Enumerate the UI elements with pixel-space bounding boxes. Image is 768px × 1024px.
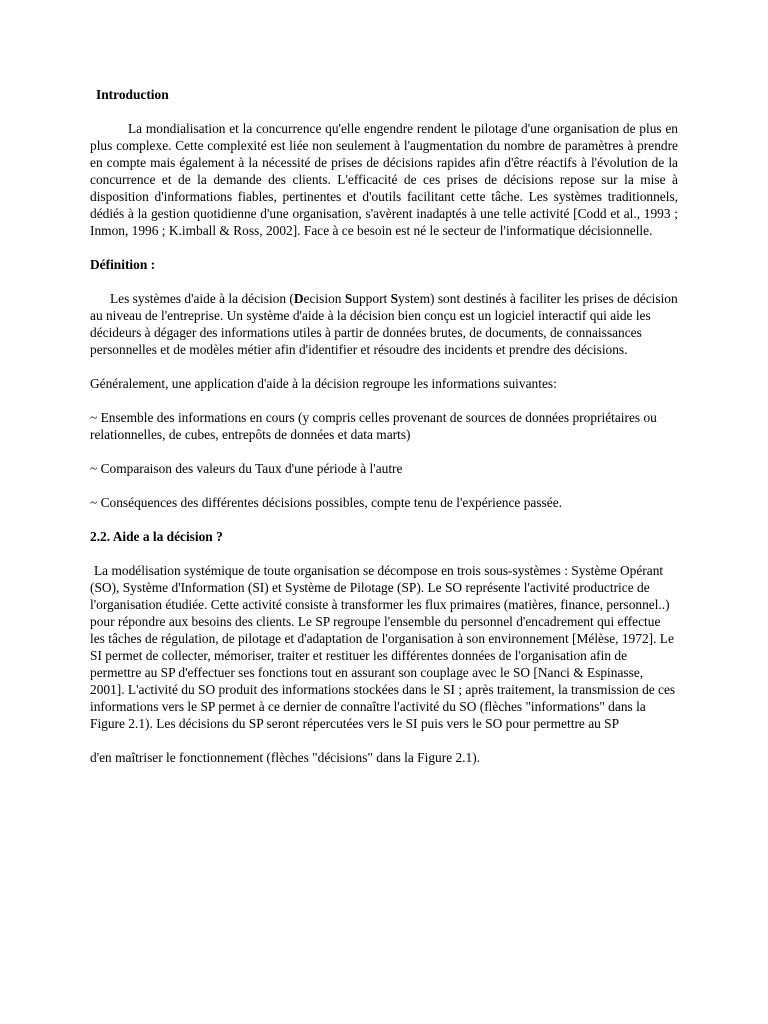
definition-heading: Définition :: [90, 257, 156, 272]
dss-word-support: upport: [352, 291, 391, 306]
dss-letter-s2: S: [390, 291, 399, 306]
definition-rest: ystem) sont destinés à faciliter les prises de décision au niveau de l'entreprise. Un système d'aide à la décision bien conçu est un logiciel interactif qui aide les décideurs à dégager des informations utiles à partir de données brutes, de documents, de connaissances personnelles et de modèles métier afin d'identifier et résoudre des incidents et prendre des décisions.: [90, 291, 678, 357]
dss-word-decision: ecision: [303, 291, 345, 306]
definition-paragraph: [90, 290, 678, 358]
document-page: [90, 86, 678, 766]
aide-decision-closing: d'en maîtriser le fonctionnement (flèches "décisions" dans la Figure 2.1).: [90, 750, 481, 765]
definition-lead: Les systèmes d'aide à la décision (: [110, 291, 294, 306]
list-item: ~ Comparaison des valeurs du Taux d'une période à l'autre: [90, 461, 403, 476]
generalement-paragraph: Généralement, une application d'aide à la décision regroupe les informations suivantes:: [90, 376, 557, 391]
introduction-heading: Introduction: [96, 87, 169, 102]
aide-decision-paragraph: La modélisation systémique de toute organisation se décompose en trois sous-systèmes : Système Opérant (SO), Système d'Information (SI) et Système de Pilotage (SP). Le SO représente l'activité productrice de l'organisation étudiée. Cette activité consiste à transformer les flux primaires (matières, finance, personnel..) pour répondre aux besoins des clients. Le SP regroupe l'ensemble du personnel d'encadrement qui effectue les tâches de régulation, de pilotage et d'adaptation de l'organisation à son environnement [Mélèse, 1972]. Le SI permet de collecter, mémoriser, traiter et restituer les différentes données de l'organisation afin de permettre au SP d'effectuer ses fonctions tout en assurant son couplage avec le SO [Nanci & Espinasse, 2001]. L'activité du SO produit des informations stockées dans le SI ; après traitement, la transmission de ces informations vers le SP permet à ce dernier de connaître l'activité du SO (flèches "informations" dans la Figure 2.1). Les décisions du SP seront répercutées vers le SI puis vers le SO pour permettre au SP: [90, 563, 676, 731]
dss-letter-s1: S: [344, 291, 353, 306]
dss-letter-d: D: [293, 291, 304, 306]
list-item: ~ Ensemble des informations en cours (y compris celles provenant de sources de données propriétaires ou relationnelles, de cubes, entrepôts de données et data marts): [90, 410, 657, 442]
list-item: ~ Conséquences des différentes décisions possibles, compte tenu de l'expérience passée.: [90, 495, 562, 510]
introduction-paragraph: La mondialisation et la concurrence qu'elle engendre rendent le pilotage d'une organisation de plus en plus complexe. Cette complexité est liée non seulement à l'augmentation du nombre de paramètres à prendre en compte mais également à la nécessité de prises de décisions rapides afin d'être réactifs à l'évolution de la concurrence et de la demande des clients. L'efficacité de ces prises de décisions repose sur la mise à disposition d'informations fiables, pertinentes et d'outils facilitant cette tâche. Les systèmes traditionnels, dédiés à la gestion quotidienne d'une organisation, s'avèrent inadaptés à une telle activité [Codd et al., 1993 ; Inmon, 1996 ; K.imball & Ross, 2002]. Face à ce besoin est né le secteur de l'informatique décisionnelle.: [90, 121, 678, 238]
aide-decision-heading: 2.2. Aide a la décision ?: [90, 529, 223, 544]
